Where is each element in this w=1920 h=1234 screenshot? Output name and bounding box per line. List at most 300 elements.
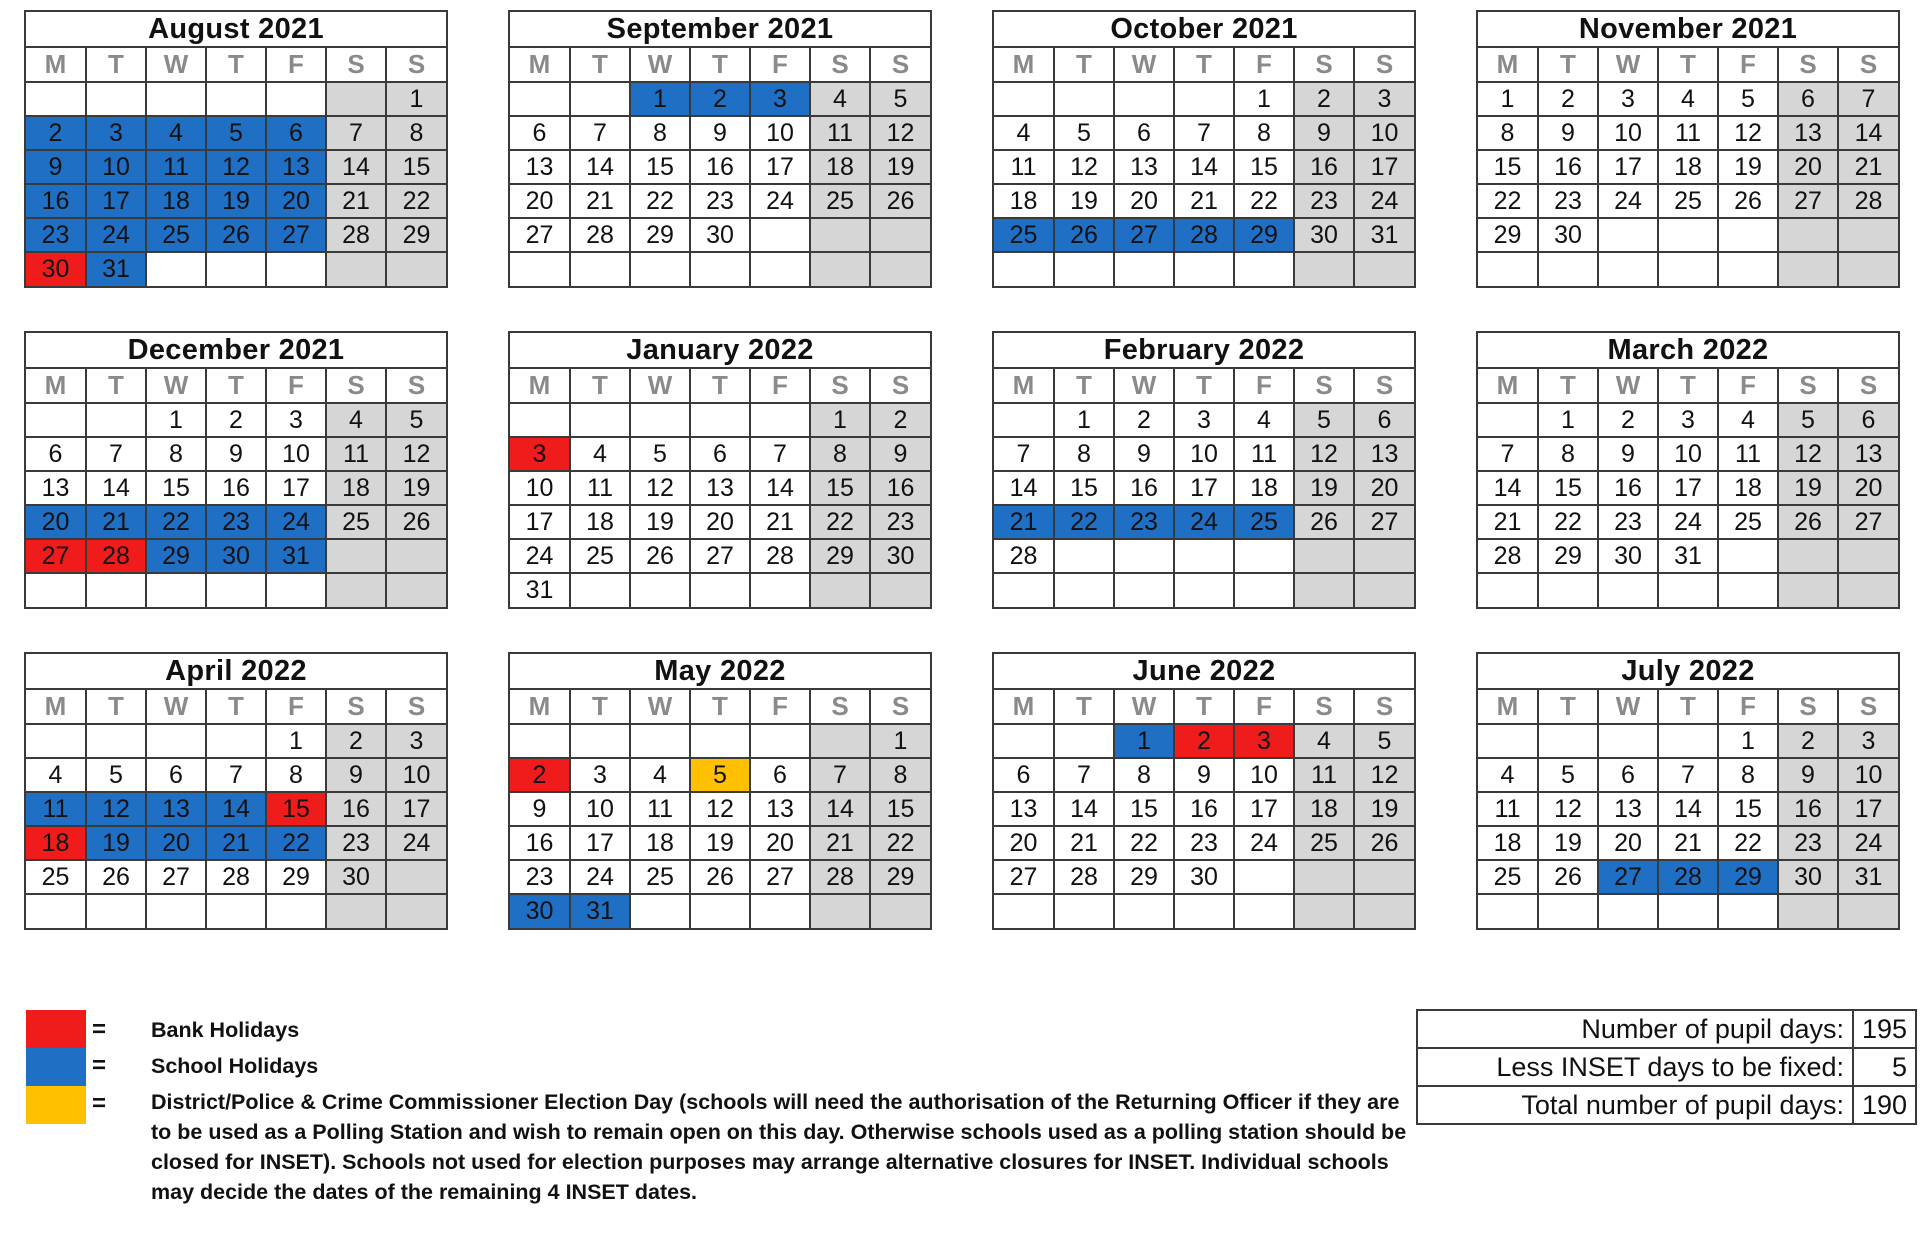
day-cell: 23 — [206, 505, 266, 539]
legend-equals: = — [92, 1090, 107, 1117]
day-cell: 4 — [810, 82, 870, 116]
day-cell: 26 — [1778, 505, 1838, 539]
weekday-header: S — [386, 48, 446, 82]
empty-day-cell — [1114, 894, 1174, 928]
day-cell: 18 — [1658, 150, 1718, 184]
day-cell: 2 — [26, 116, 86, 150]
empty-day-cell — [870, 573, 930, 607]
weekday-header: W — [630, 690, 690, 724]
weekday-header: M — [994, 369, 1054, 403]
day-cell: 1 — [1234, 82, 1294, 116]
weekday-header: S — [1294, 690, 1354, 724]
day-cell: 10 — [1598, 116, 1658, 150]
weekday-header: T — [86, 690, 146, 724]
day-cell: 12 — [1354, 758, 1414, 792]
day-cell: 30 — [510, 894, 570, 928]
day-cell: 2 — [326, 724, 386, 758]
day-cell: 12 — [86, 792, 146, 826]
empty-day-cell — [1838, 573, 1898, 607]
empty-day-cell — [870, 894, 930, 928]
day-cell: 23 — [510, 860, 570, 894]
empty-day-cell — [1234, 539, 1294, 573]
day-cell: 22 — [630, 184, 690, 218]
empty-day-cell — [266, 573, 326, 607]
day-cell: 28 — [86, 539, 146, 573]
weekday-header: T — [206, 48, 266, 82]
day-cell: 1 — [1054, 403, 1114, 437]
weekday-header: F — [750, 690, 810, 724]
day-cell: 17 — [570, 826, 630, 860]
day-cell: 5 — [1054, 116, 1114, 150]
day-cell: 20 — [1778, 150, 1838, 184]
day-cell: 3 — [750, 82, 810, 116]
empty-day-cell — [86, 894, 146, 928]
weekday-header: T — [690, 369, 750, 403]
weekday-header: S — [810, 690, 870, 724]
month-calendar — [992, 652, 1416, 930]
day-cell: 19 — [1538, 826, 1598, 860]
day-cell: 10 — [86, 150, 146, 184]
day-cell: 23 — [870, 505, 930, 539]
empty-day-cell — [1658, 252, 1718, 286]
weekday-header: W — [1114, 48, 1174, 82]
day-cell: 23 — [26, 218, 86, 252]
weekday-header: F — [266, 369, 326, 403]
empty-day-cell — [750, 218, 810, 252]
day-cell: 24 — [1354, 184, 1414, 218]
day-cell: 7 — [206, 758, 266, 792]
day-cell: 7 — [1838, 82, 1898, 116]
day-cell: 9 — [1294, 116, 1354, 150]
day-cell: 17 — [750, 150, 810, 184]
day-cell: 29 — [630, 218, 690, 252]
day-cell: 26 — [1054, 218, 1114, 252]
summary-label: Less INSET days to be fixed: — [1417, 1048, 1853, 1086]
day-cell: 3 — [510, 437, 570, 471]
day-cell: 19 — [1718, 150, 1778, 184]
day-cell: 16 — [870, 471, 930, 505]
day-cell: 23 — [690, 184, 750, 218]
day-cell: 13 — [690, 471, 750, 505]
empty-day-cell — [1838, 539, 1898, 573]
day-cell: 17 — [266, 471, 326, 505]
day-cell: 11 — [146, 150, 206, 184]
day-cell: 15 — [1054, 471, 1114, 505]
day-cell: 11 — [1294, 758, 1354, 792]
day-cell: 9 — [1114, 437, 1174, 471]
day-cell: 30 — [690, 218, 750, 252]
weekday-header: S — [1838, 690, 1898, 724]
month-title: August 2021 — [26, 12, 446, 48]
month-title: April 2022 — [26, 654, 446, 690]
day-cell: 7 — [1054, 758, 1114, 792]
weekday-header: W — [630, 369, 690, 403]
empty-day-cell — [690, 403, 750, 437]
legend-bank-holidays: Bank Holidays — [151, 1018, 300, 1042]
day-cell: 10 — [266, 437, 326, 471]
day-cell: 9 — [26, 150, 86, 184]
day-cell: 27 — [146, 860, 206, 894]
day-cell: 12 — [1538, 792, 1598, 826]
empty-day-cell — [750, 573, 810, 607]
day-cell: 24 — [750, 184, 810, 218]
empty-day-cell — [1778, 252, 1838, 286]
day-cell: 21 — [326, 184, 386, 218]
day-cell: 1 — [146, 403, 206, 437]
day-cell: 24 — [510, 539, 570, 573]
day-cell: 14 — [750, 471, 810, 505]
day-cell: 10 — [1354, 116, 1414, 150]
empty-day-cell — [206, 573, 266, 607]
day-cell: 31 — [86, 252, 146, 286]
day-cell: 2 — [510, 758, 570, 792]
day-cell: 30 — [206, 539, 266, 573]
empty-day-cell — [1354, 860, 1414, 894]
empty-day-cell — [1114, 252, 1174, 286]
month-title: January 2022 — [510, 333, 930, 369]
legend-school-holidays: School Holidays — [151, 1054, 319, 1078]
day-cell: 13 — [1114, 150, 1174, 184]
day-cell: 20 — [1838, 471, 1898, 505]
month-title: December 2021 — [26, 333, 446, 369]
empty-day-cell — [1234, 894, 1294, 928]
day-cell: 5 — [1354, 724, 1414, 758]
day-cell: 6 — [1778, 82, 1838, 116]
day-cell: 9 — [1538, 116, 1598, 150]
day-cell: 27 — [26, 539, 86, 573]
day-cell: 1 — [1478, 82, 1538, 116]
day-cell: 18 — [1718, 471, 1778, 505]
empty-day-cell — [690, 573, 750, 607]
empty-day-cell — [630, 724, 690, 758]
day-cell: 25 — [810, 184, 870, 218]
empty-day-cell — [750, 403, 810, 437]
day-cell: 8 — [1718, 758, 1778, 792]
day-cell: 22 — [870, 826, 930, 860]
day-cell: 18 — [570, 505, 630, 539]
weekday-header: S — [810, 369, 870, 403]
empty-day-cell — [1778, 894, 1838, 928]
empty-day-cell — [994, 724, 1054, 758]
empty-day-cell — [1778, 218, 1838, 252]
day-cell: 11 — [326, 437, 386, 471]
day-cell: 19 — [206, 184, 266, 218]
day-cell: 6 — [1354, 403, 1414, 437]
empty-day-cell — [1234, 573, 1294, 607]
day-cell: 15 — [1478, 150, 1538, 184]
day-cell: 10 — [750, 116, 810, 150]
day-cell: 29 — [146, 539, 206, 573]
day-cell: 14 — [1054, 792, 1114, 826]
day-cell: 26 — [870, 184, 930, 218]
empty-day-cell — [870, 252, 930, 286]
month-calendar — [508, 331, 932, 609]
day-cell: 21 — [750, 505, 810, 539]
summary-label: Total number of pupil days: — [1417, 1086, 1853, 1124]
day-cell: 21 — [994, 505, 1054, 539]
day-cell: 3 — [1838, 724, 1898, 758]
summary-row — [1417, 1010, 1916, 1048]
empty-day-cell — [510, 82, 570, 116]
day-cell: 2 — [1598, 403, 1658, 437]
empty-day-cell — [630, 573, 690, 607]
day-cell: 27 — [750, 860, 810, 894]
empty-day-cell — [1718, 539, 1778, 573]
day-cell: 26 — [206, 218, 266, 252]
day-cell: 23 — [326, 826, 386, 860]
day-cell: 4 — [1234, 403, 1294, 437]
empty-day-cell — [1174, 539, 1234, 573]
empty-day-cell — [1234, 860, 1294, 894]
day-cell: 14 — [1838, 116, 1898, 150]
day-cell: 16 — [1598, 471, 1658, 505]
day-cell: 28 — [1478, 539, 1538, 573]
day-cell: 9 — [1598, 437, 1658, 471]
day-cell: 18 — [1294, 792, 1354, 826]
weekday-header: S — [1778, 369, 1838, 403]
day-cell: 2 — [1778, 724, 1838, 758]
empty-day-cell — [1114, 82, 1174, 116]
weekday-header: S — [386, 369, 446, 403]
day-cell: 16 — [206, 471, 266, 505]
day-cell: 11 — [570, 471, 630, 505]
day-cell: 15 — [810, 471, 870, 505]
day-cell: 28 — [750, 539, 810, 573]
empty-day-cell — [1658, 218, 1718, 252]
month-calendar — [992, 10, 1416, 288]
empty-day-cell — [570, 82, 630, 116]
empty-day-cell — [1174, 252, 1234, 286]
weekday-header: S — [870, 690, 930, 724]
day-cell: 8 — [386, 116, 446, 150]
day-cell: 24 — [266, 505, 326, 539]
empty-day-cell — [1054, 894, 1114, 928]
day-cell: 18 — [630, 826, 690, 860]
empty-day-cell — [86, 724, 146, 758]
weekday-header: W — [146, 48, 206, 82]
day-cell: 1 — [630, 82, 690, 116]
day-cell: 8 — [1538, 437, 1598, 471]
empty-day-cell — [1598, 218, 1658, 252]
day-cell: 13 — [1778, 116, 1838, 150]
day-cell: 19 — [1354, 792, 1414, 826]
day-cell: 3 — [1234, 724, 1294, 758]
day-cell: 8 — [1478, 116, 1538, 150]
day-cell: 14 — [86, 471, 146, 505]
empty-day-cell — [1294, 573, 1354, 607]
day-cell: 5 — [206, 116, 266, 150]
day-cell: 1 — [1718, 724, 1778, 758]
empty-day-cell — [1478, 573, 1538, 607]
empty-day-cell — [810, 252, 870, 286]
weekday-header: F — [1718, 690, 1778, 724]
day-cell: 26 — [630, 539, 690, 573]
empty-day-cell — [690, 894, 750, 928]
month-title: July 2022 — [1478, 654, 1898, 690]
day-cell: 8 — [1054, 437, 1114, 471]
weekday-header: W — [1114, 690, 1174, 724]
month-calendar — [1476, 331, 1900, 609]
empty-day-cell — [1718, 252, 1778, 286]
weekday-header: M — [26, 690, 86, 724]
legend-election-day: District/Police & Crime Commissioner Election Day (schools will need the authorisation of the Returning Officer if they are to be used as a Polling Station and wish to remain open on this day. Otherwise schools used as a polling station should be closed for INSET). Schools not used for election purposes may arrange alternative closures for INSET. Individual schools may decide the dates of the remaining 4 INSET dates. — [151, 1090, 1407, 1204]
day-cell: 24 — [1598, 184, 1658, 218]
empty-day-cell — [690, 724, 750, 758]
day-cell: 2 — [1114, 403, 1174, 437]
day-cell: 30 — [1294, 218, 1354, 252]
day-cell: 25 — [1478, 860, 1538, 894]
weekday-header: M — [26, 369, 86, 403]
day-cell: 3 — [86, 116, 146, 150]
empty-day-cell — [1054, 724, 1114, 758]
weekday-header: T — [1174, 690, 1234, 724]
day-cell: 22 — [146, 505, 206, 539]
day-cell: 10 — [1174, 437, 1234, 471]
empty-day-cell — [1054, 252, 1114, 286]
day-cell: 27 — [1354, 505, 1414, 539]
day-cell: 19 — [1054, 184, 1114, 218]
day-cell: 19 — [690, 826, 750, 860]
day-cell: 29 — [386, 218, 446, 252]
empty-day-cell — [1658, 573, 1718, 607]
month-calendar — [1476, 652, 1900, 930]
day-cell: 11 — [26, 792, 86, 826]
weekday-header: W — [146, 690, 206, 724]
weekday-header: T — [1658, 48, 1718, 82]
weekday-header: T — [1658, 369, 1718, 403]
day-cell: 5 — [1294, 403, 1354, 437]
empty-day-cell — [86, 403, 146, 437]
day-cell: 12 — [630, 471, 690, 505]
day-cell: 14 — [326, 150, 386, 184]
day-cell: 30 — [870, 539, 930, 573]
empty-day-cell — [690, 252, 750, 286]
day-cell: 17 — [1838, 792, 1898, 826]
day-cell: 28 — [1658, 860, 1718, 894]
month-title: November 2021 — [1478, 12, 1898, 48]
empty-day-cell — [1658, 894, 1718, 928]
empty-day-cell — [1114, 539, 1174, 573]
weekday-header: F — [266, 48, 326, 82]
day-cell: 20 — [146, 826, 206, 860]
day-cell: 25 — [146, 218, 206, 252]
empty-day-cell — [1598, 724, 1658, 758]
day-cell: 25 — [326, 505, 386, 539]
empty-day-cell — [266, 252, 326, 286]
day-cell: 19 — [1294, 471, 1354, 505]
day-cell: 14 — [1478, 471, 1538, 505]
empty-day-cell — [994, 894, 1054, 928]
day-cell: 9 — [1778, 758, 1838, 792]
empty-day-cell — [26, 403, 86, 437]
weekday-header: F — [750, 369, 810, 403]
empty-day-cell — [26, 724, 86, 758]
summary-row — [1417, 1086, 1916, 1124]
month-title: February 2022 — [994, 333, 1414, 369]
empty-day-cell — [1354, 539, 1414, 573]
day-cell: 15 — [386, 150, 446, 184]
day-cell: 6 — [690, 437, 750, 471]
day-cell: 10 — [1838, 758, 1898, 792]
summary-label: Number of pupil days: — [1417, 1010, 1853, 1048]
day-cell: 17 — [1658, 471, 1718, 505]
day-cell: 25 — [994, 218, 1054, 252]
weekday-header: T — [1658, 690, 1718, 724]
day-cell: 5 — [1778, 403, 1838, 437]
summary-value: 5 — [1853, 1048, 1916, 1086]
empty-day-cell — [1478, 252, 1538, 286]
day-cell: 25 — [26, 860, 86, 894]
month-calendar — [992, 331, 1416, 609]
weekday-header: S — [810, 48, 870, 82]
empty-day-cell — [1054, 573, 1114, 607]
day-cell: 20 — [26, 505, 86, 539]
day-cell: 13 — [510, 150, 570, 184]
day-cell: 10 — [510, 471, 570, 505]
day-cell: 1 — [266, 724, 326, 758]
empty-day-cell — [570, 403, 630, 437]
day-cell: 31 — [1658, 539, 1718, 573]
day-cell: 16 — [26, 184, 86, 218]
day-cell: 21 — [1658, 826, 1718, 860]
weekday-header: S — [1778, 690, 1838, 724]
day-cell: 2 — [1538, 82, 1598, 116]
empty-day-cell — [1718, 573, 1778, 607]
empty-day-cell — [1234, 252, 1294, 286]
day-cell: 18 — [326, 471, 386, 505]
day-cell: 25 — [1234, 505, 1294, 539]
day-cell: 22 — [1054, 505, 1114, 539]
day-cell: 15 — [630, 150, 690, 184]
day-cell: 4 — [1658, 82, 1718, 116]
weekday-header: T — [1054, 690, 1114, 724]
day-cell: 5 — [870, 82, 930, 116]
day-cell: 31 — [1354, 218, 1414, 252]
day-cell: 16 — [1538, 150, 1598, 184]
day-cell: 20 — [266, 184, 326, 218]
bank-holiday-swatch — [26, 1010, 86, 1048]
empty-day-cell — [630, 252, 690, 286]
day-cell: 23 — [1778, 826, 1838, 860]
day-cell: 4 — [1478, 758, 1538, 792]
day-cell: 18 — [26, 826, 86, 860]
empty-day-cell — [146, 894, 206, 928]
day-cell: 27 — [1114, 218, 1174, 252]
weekday-header: M — [510, 48, 570, 82]
day-cell: 5 — [86, 758, 146, 792]
day-cell: 20 — [1114, 184, 1174, 218]
day-cell: 16 — [1294, 150, 1354, 184]
weekday-header: T — [1054, 369, 1114, 403]
day-cell: 27 — [266, 218, 326, 252]
empty-day-cell — [870, 218, 930, 252]
day-cell: 26 — [690, 860, 750, 894]
day-cell: 6 — [266, 116, 326, 150]
day-cell: 4 — [994, 116, 1054, 150]
empty-day-cell — [510, 252, 570, 286]
day-cell: 22 — [1478, 184, 1538, 218]
weekday-header: T — [690, 690, 750, 724]
pupil-days-summary — [1416, 1009, 1917, 1125]
weekday-header: W — [1598, 48, 1658, 82]
day-cell: 8 — [870, 758, 930, 792]
day-cell: 1 — [1538, 403, 1598, 437]
day-cell: 16 — [1778, 792, 1838, 826]
day-cell: 20 — [1354, 471, 1414, 505]
day-cell: 10 — [570, 792, 630, 826]
day-cell: 13 — [994, 792, 1054, 826]
month-title: October 2021 — [994, 12, 1414, 48]
